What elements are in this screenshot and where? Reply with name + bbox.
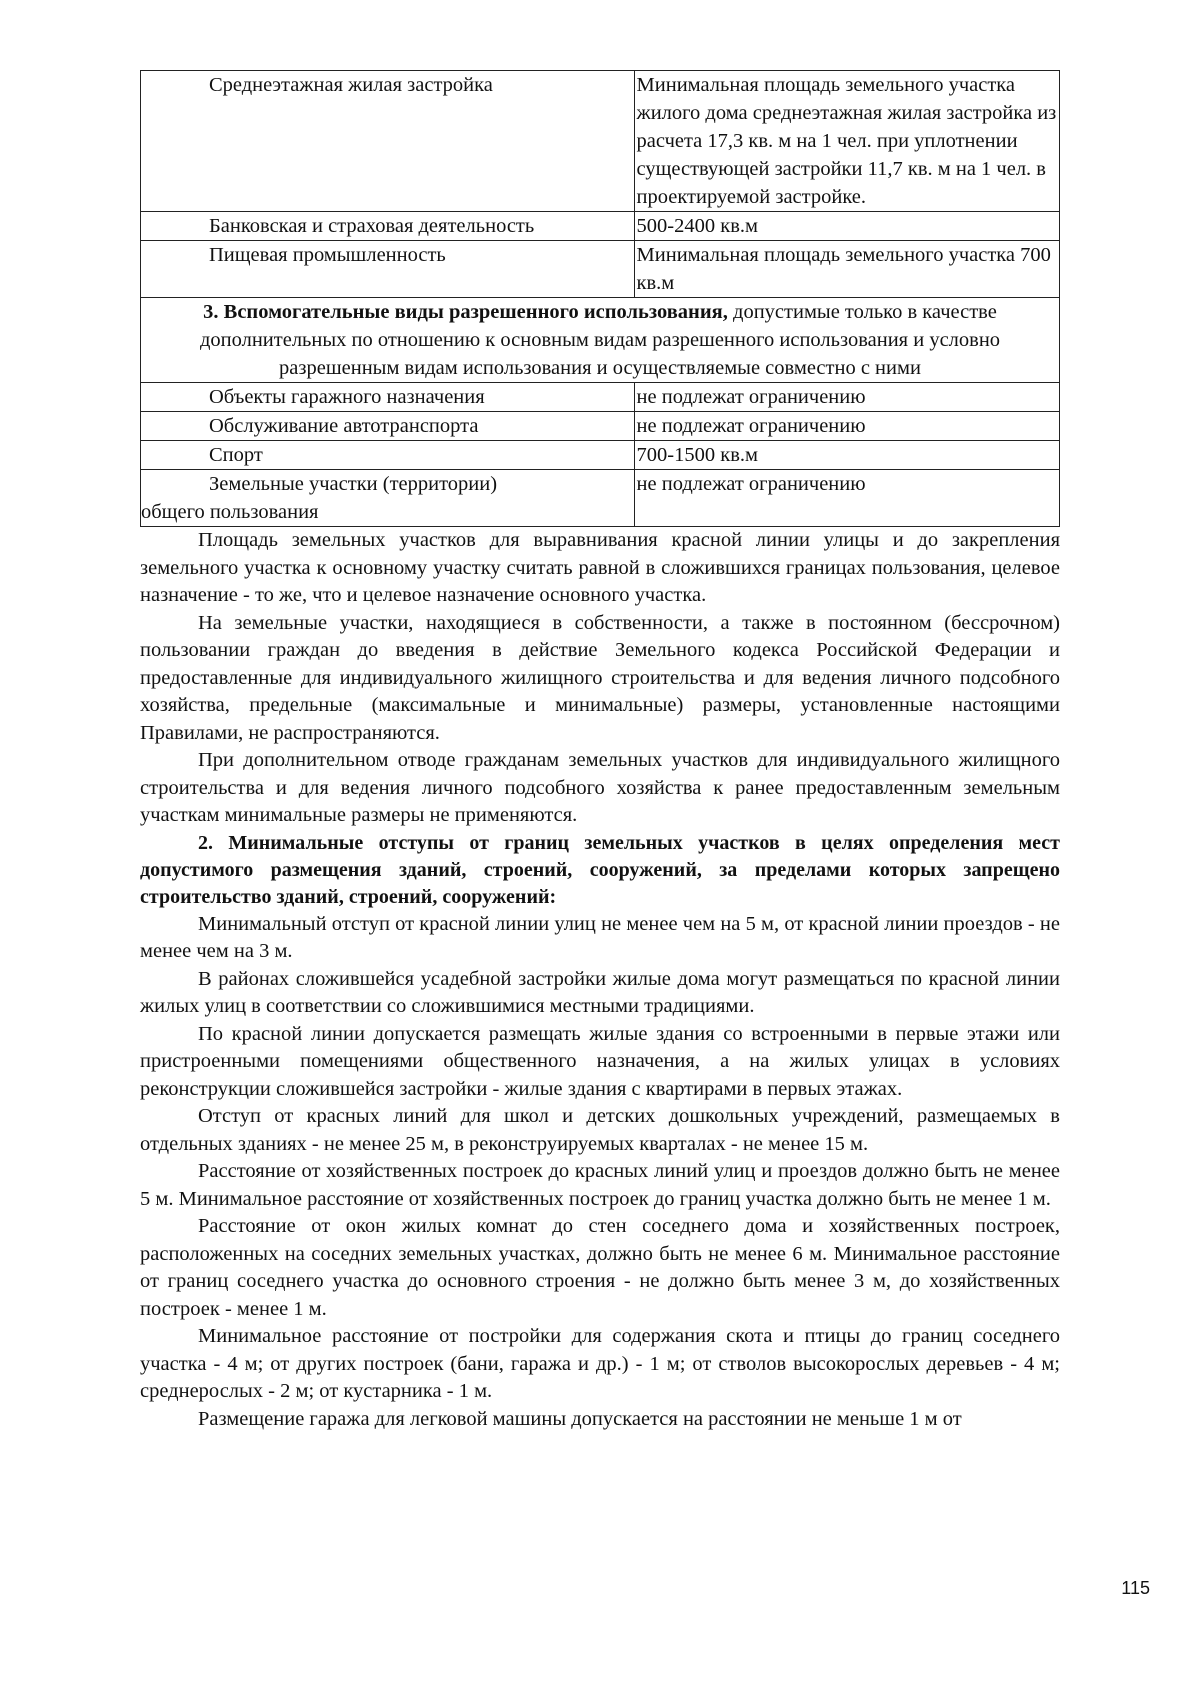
use-type-cell: Объекты гаражного назначения: [141, 383, 635, 412]
page-number: 115: [1121, 1578, 1150, 1598]
use-type-line1: Земельные участки (территории): [209, 473, 498, 495]
requirement-cell: 500-2400 кв.м: [634, 212, 1059, 241]
paragraph: Размещение гаража для легковой машины допускается на расстоянии не меньше 1 м от: [198, 1407, 962, 1430]
section-header-bold: 3. Вспомогательные виды разрешенного использования,: [203, 301, 728, 323]
use-type-cell: Банковская и страховая деятельность: [141, 212, 635, 241]
use-type-cell: Спорт: [141, 441, 635, 470]
document-page: [140, 70, 1060, 1433]
table-row: [141, 212, 1060, 241]
paragraph: По красной линии допускается размещать жилые здания со встроенными в первые этажи или пристроенными помещениями общественного назначения, а на жилых улицах в условиях реконструкции сложившейся застройки - жилые здания с квартирами в первых этажах.: [140, 1022, 1060, 1100]
use-type-line2: общего пользования: [141, 501, 319, 523]
requirement-cell: Минимальная площадь земельного участка 700 кв.м: [634, 241, 1059, 298]
requirement-cell: не подлежат ограничению: [634, 412, 1059, 441]
paragraph: Минимальный отступ от красной линии улиц не менее чем на 5 м, от красной линии проездов - не менее чем на 3 м.: [140, 912, 1060, 962]
requirement-cell: не подлежат ограничению: [634, 470, 1059, 527]
paragraph: Отступ от красных линий для школ и детских дошкольных учреждений, размещаемых в отдельных зданиях - не менее 25 м, в реконструируемых кварталах - не менее 15 м.: [140, 1105, 1060, 1155]
body-text: [140, 527, 1060, 1433]
land-use-table: [140, 70, 1060, 527]
table-row: [141, 241, 1060, 298]
use-type-cell: Среднеэтажная жилая застройка: [141, 71, 635, 212]
table-row: [141, 412, 1060, 441]
section-header-rest: допустимые только в качестве дополнительных по отношению к основным видам разрешенного использования и условно разрешенным видам использования и осуществляемые совместно с ними: [199, 301, 1001, 379]
use-type-cell: [141, 470, 635, 527]
paragraph: На земельные участки, находящиеся в собственности, а также в постоянном (бессрочном) пользовании граждан до введения в действие Земельного кодекса Российской Федерации и предоставленные для индивидуального жилищного строительства и для ведения личного подсобного хозяйства, предельные (максимальные и минимальные) размеры, установленные настоящими Правилами, не распространяются.: [140, 611, 1060, 744]
paragraph: Расстояние от окон жилых комнат до стен соседнего дома и хозяйственных построек, расположенных на соседних земельных участках, должно быть не менее 6 м. Минимальное расстояние от границ соседнего участка до основного строения - не должно быть менее 3 м, до хозяйственных построек - менее 1 м.: [140, 1215, 1060, 1320]
section-heading: 2. Минимальные отступы от границ земельных участков в целях определения мест допустимого размещения зданий, строений, сооружений, за пределами которых запрещено строительство зданий, строений, сооружений:: [140, 831, 1060, 908]
table-row: [141, 383, 1060, 412]
paragraph: Расстояние от хозяйственных построек до красных линий улиц и проездов должно быть не менее 5 м. Минимальное расстояние от хозяйственных построек до границ участка должно быть не менее 1 м.: [140, 1160, 1060, 1210]
requirement-cell: Минимальная площадь земельного участка жилого дома среднеэтажная жилая застройка из расчета 17,3 кв. м на 1 чел. при уплотнении существующей застройки 11,7 кв. м на 1 чел. в проектируемой застройке.: [634, 71, 1059, 212]
paragraph: При дополнительном отводе гражданам земельных участков для индивидуального жилищного строительства и для ведения личного подсобного хозяйства к ранее предоставленным земельным участкам минимальные размеры не применяются.: [140, 749, 1060, 826]
table-row: [141, 441, 1060, 470]
section-header-cell: [141, 298, 1060, 383]
paragraph: Минимальное расстояние от постройки для содержания скота и птицы до границ соседнего участка - 4 м; от других построек (бани, гаража и др.) - 1 м; от стволов высокорослых деревьев - 4 м; среднерослых - 2 м; от кустарника - 1 м.: [140, 1325, 1060, 1402]
use-type-cell: Пищевая промышленность: [141, 241, 635, 298]
table-row: [141, 71, 1060, 212]
paragraph: Площадь земельных участков для выравнивания красной линии улицы и до закрепления земельного участка к основному участку считать равной в сложившихся границах пользования, целевое назначение - то же, что и целевое назначение основного участка.: [140, 529, 1060, 606]
requirement-cell: не подлежат ограничению: [634, 383, 1059, 412]
requirement-cell: 700-1500 кв.м: [634, 441, 1059, 470]
section-header-row: [141, 298, 1060, 383]
paragraph: В районах сложившейся усадебной застройки жилые дома могут размещаться по красной линии жилых улиц в соответствии со сложившимися местными традициями.: [140, 967, 1060, 1017]
use-type-cell: Обслуживание автотранспорта: [141, 412, 635, 441]
table-row: [141, 470, 1060, 527]
